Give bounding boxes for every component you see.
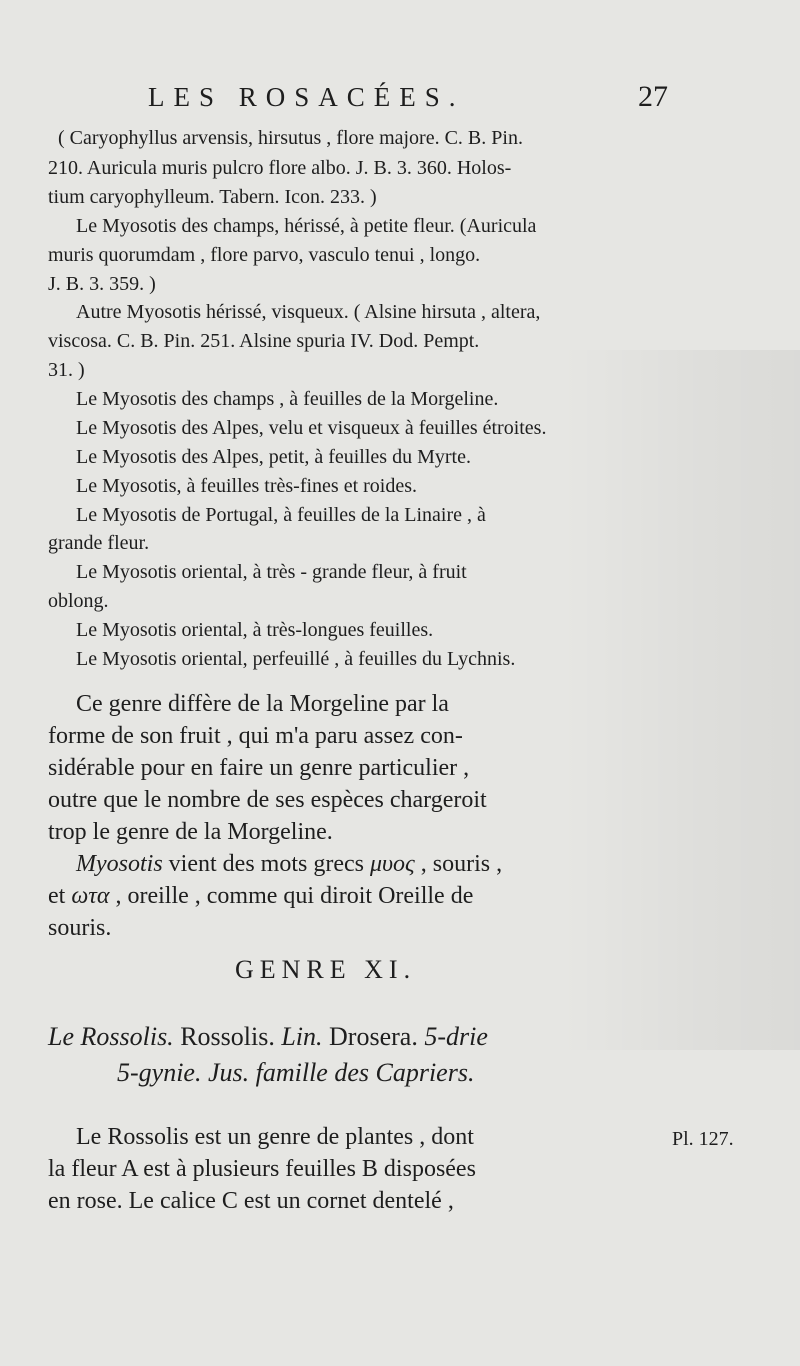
paragraph-line: trop le genre de la Morgeline. [48, 819, 333, 845]
species-line: J. B. 3. 359. ) [48, 273, 156, 295]
etymology-text: , souris , [414, 851, 503, 877]
etymology-line [48, 884, 800, 908]
genre-heading: GENRE XI. [235, 955, 417, 984]
species-line: Autre Myosotis hérissé, visqueux. ( Alsine hirsuta , altera, [76, 301, 541, 323]
species-line: muris quorumdam , flore parvo, vasculo tenui , longo. [48, 244, 481, 266]
greek-word-ota: ωτα [71, 883, 110, 909]
genre-classification: 5-gynie. Jus. famille des Capriers. [117, 1058, 475, 1087]
genre-title [48, 1022, 488, 1052]
species-line: Le Myosotis oriental, perfeuillé , à feuilles du Lychnis. [76, 648, 516, 670]
species-line: Le Myosotis des champs , à feuilles de la Morgeline. [76, 388, 499, 410]
description-line: en rose. Le calice C est un cornet dentelé , [48, 1188, 454, 1214]
species-line: Le Myosotis, à feuilles très-fines et roides. [76, 475, 418, 497]
greek-word-mus: μυος [369, 851, 415, 877]
etymology-line: souris. [48, 915, 112, 941]
species-line: Le Myosotis des Alpes, petit, à feuilles du Myrte. [76, 446, 471, 468]
species-line: grande fleur. [48, 532, 150, 554]
page-number: 27 [638, 80, 668, 113]
plate-reference: Pl. 127. [672, 1128, 734, 1150]
species-line: Le Myosotis des champs, hérissé, à petite fleur. (Auricula [76, 215, 537, 237]
etymology-word: Myosotis [76, 851, 163, 877]
running-title: LES ROSACÉES. [148, 82, 465, 112]
genre-name: Rossolis. [173, 1022, 282, 1051]
species-line: 31. ) [48, 359, 85, 381]
classification: 5-drie [424, 1022, 488, 1051]
species-line: 210. Auricula muris pulcro flore albo. J. B. 3. 360. Holos- [48, 157, 512, 179]
species-line: Le Myosotis oriental, à très - grande fleur, à fruit [76, 561, 467, 583]
paragraph-line: Ce genre diffère de la Morgeline par la [76, 691, 449, 717]
paragraph-line: outre que le nombre de ses espèces chargeroit [48, 787, 487, 813]
etymology-text: , oreille , comme qui diroit Oreille de [109, 883, 474, 909]
species-line: tium caryophylleum. Tabern. Icon. 233. ) [48, 186, 377, 208]
species-line: Le Myosotis des Alpes, velu et visqueux à feuilles étroites. [76, 417, 547, 439]
etymology-text: et [48, 883, 72, 909]
species-line: viscosa. C. B. Pin. 251. Alsine spuria IV. Dod. Pempt. [48, 330, 480, 352]
etymology-text: vient des mots grecs [162, 851, 370, 877]
species-line: Le Myosotis oriental, à très-longues feuilles. [76, 619, 434, 641]
page-header [148, 80, 668, 120]
paragraph-line: forme de son fruit , qui m'a paru assez con- [48, 723, 463, 749]
etymology-line [76, 852, 800, 876]
linnaeus-abbrev: Lin. [281, 1022, 323, 1051]
paragraph-line: sidérable pour en faire un genre particulier , [48, 755, 470, 781]
species-line: ( Caryophyllus arvensis, hirsutus , flore majore. C. B. Pin. [58, 127, 523, 149]
genre-name-italic: Le Rossolis. [48, 1022, 174, 1051]
species-line: Le Myosotis de Portugal, à feuilles de la Linaire , à [76, 504, 486, 526]
genre-latin: Drosera. [322, 1022, 425, 1051]
description-line: la fleur A est à plusieurs feuilles B disposées [48, 1156, 476, 1182]
description-line: Le Rossolis est un genre de plantes , dont [76, 1124, 474, 1150]
species-line: oblong. [48, 590, 109, 612]
